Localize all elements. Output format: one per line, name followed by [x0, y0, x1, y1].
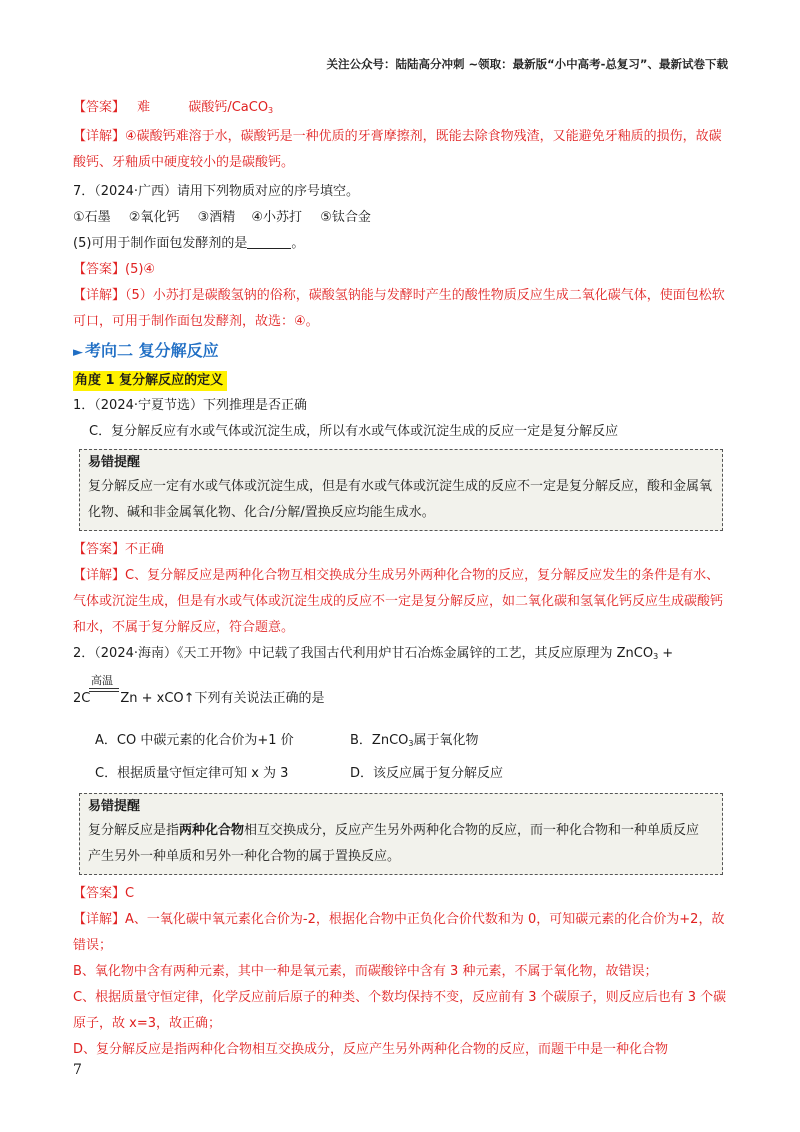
question-7-answer: [73, 257, 727, 283]
choice-3: ③酒精: [197, 210, 236, 225]
question-2-detail-a: [73, 907, 727, 959]
question-1-item: C．复分解反应有水或气体或沉淀生成，所以有水或气体或沉淀生成的反应一定是复分解反应: [89, 424, 619, 439]
answer-label: 【答案】: [73, 262, 126, 277]
section-title: 考向二 复分解反应: [85, 341, 219, 360]
mistake-reminder-title: 易错提醒: [88, 455, 141, 470]
answer-label: 【答案】: [73, 542, 126, 557]
reaction-formula: [73, 672, 727, 714]
question-2-detail-b: B、氧化物中含有两种元素，其中一种是氧元素，而碳酸锌中含有 3 种元素，不属于氧化物，故错误；: [73, 964, 658, 979]
answer-blank: [247, 234, 291, 249]
option-a: A．CO 中碳元素的化合价为+1 价: [95, 733, 294, 748]
question-1-stem: 1．（2024·宁夏节选）下列推理是否正确: [73, 398, 307, 413]
answer-value-b: 碳酸钙/CaCO$_3$: [188, 100, 274, 115]
detail-text: （5）小苏打是碳酸氢钠的俗称，碳酸氢钠能与发酵时产生的酸性物质反应生成二氧化碳气体，使面包松软可口，可用于制作面包发酵剂，故选：④。: [73, 288, 725, 329]
angle-label: 角度 1 复分解反应的定义: [73, 371, 227, 391]
mistake-reminder-box: [79, 449, 723, 531]
emphasis-text: 两种化合物: [179, 823, 245, 838]
page-number: 7: [73, 1062, 82, 1078]
option-c: C．根据质量守恒定律可知 x 为 3: [95, 766, 289, 781]
question-2-detail-c: C、根据质量守恒定律，化学反应前后原子的种类、个数均保持不变，反应前有 3 个碳原子，则反应后也有 3 个碳原子，故 x=3，故正确；: [73, 990, 727, 1031]
question-7-sub: (5)可用于制作面包发酵剂的是 。: [73, 236, 305, 251]
choice-5: ⑤钛合金: [320, 210, 371, 225]
question-7-detail: [73, 283, 727, 335]
mistake-reminder-text: 复分解反应一定有水或气体或沉淀生成，但是有水或气体或沉淀生成的反应不一定是复分解反应，酸和金属氧化物、碱和非金属氧化物、化合/分解/置换反应均能生成水。: [88, 479, 713, 520]
detail-label: 【详解】: [73, 568, 126, 583]
detail-label: 【详解】: [73, 288, 126, 303]
formula-left: 2C: [73, 691, 91, 706]
mistake-reminder-title: 易错提醒: [88, 799, 141, 814]
section-heading: [73, 337, 727, 367]
question-1-answer: [73, 537, 727, 563]
answer-value-a: 难: [137, 100, 151, 115]
question-2-stem: 2．（2024·海南）《天工开物》中记载了我国古代利用炉甘石冶炼金属锌的工艺，其反应原理为 ZnCO$_3$ +: [73, 646, 674, 661]
mistake-reminder-box-2: [79, 793, 723, 875]
option-b: B．ZnCO3属于氧化物: [350, 733, 479, 748]
triangle-marker-icon: ►: [73, 345, 83, 360]
choice-1: ①石墨: [73, 210, 111, 225]
answer-value: C: [125, 886, 135, 901]
formula-row: [73, 686, 325, 712]
detail-label: 【详解】: [73, 912, 126, 927]
detail-label: 【详解】: [73, 129, 126, 144]
question-7-stem: 7．（2024·广西）请用下列物质对应的序号填空。: [73, 184, 359, 199]
page-content: [73, 95, 727, 1063]
question-2-answer: [73, 881, 727, 907]
option-d: D．该反应属于复分解反应: [350, 766, 504, 781]
choice-4: ④小苏打: [251, 210, 303, 225]
question-2-detail-d: D、复分解反应是指两种化合物相互交换成分，反应产生另外两种化合物的反应，而题干中是一种化合物: [73, 1042, 669, 1057]
answer-value: (5)④: [125, 262, 156, 277]
angle-row: [73, 369, 727, 391]
answer-label: 【答案】: [73, 100, 126, 115]
answer-label: 【答案】: [73, 886, 126, 901]
answer-line-prev: [73, 95, 727, 124]
options-row-2: [95, 759, 727, 789]
detail-text: C、复分解反应是两种化合物互相交换成分生成另外两种化合物的反应，复分解反应发生的条件是有水、气体或沉淀生成，但是有水或气体或沉淀生成的反应不一定是复分解反应，如二氧化碳和氢氧化钙反应生成碳酸钙和水，不属于复分解反应，符合题意。: [73, 568, 724, 635]
formula-right: Zn + xCO↑下列有关说法正确的是: [120, 691, 325, 706]
answer-value: 不正确: [125, 542, 165, 557]
mistake-reminder-text: 复分解反应是指两种化合物相互交换成分，反应产生另外两种化合物的反应，而一种化合物和一种单质反应产生另外一种单质和另外一种化合物的属于置换反应。: [88, 823, 700, 864]
question-7-choices: [73, 205, 727, 231]
options-row-1: [95, 726, 727, 759]
detail-prev: [73, 124, 727, 176]
reaction-condition: 高温: [91, 674, 113, 687]
detail-text-a: A、一氧化碳中氧元素化合价为-2，根据化合物中正负化合价代数和为 0，可知碳元素的化合价为+2，故错误；: [73, 912, 725, 953]
choice-2: ②氧化钙: [128, 210, 180, 225]
options-list: [95, 726, 727, 789]
question-1-detail: [73, 563, 727, 641]
detail-text: ④碳酸钙难溶于水，碳酸钙是一种优质的牙膏摩擦剂，既能去除食物残渣，又能避免牙釉质的损伤，故碳酸钙、牙釉质中硬度较小的是碳酸钙。: [73, 129, 722, 170]
page-header: 关注公众号：陆陆高分冲刺 ~领取：最新版“小中高考-总复习”、最新试卷下载: [326, 57, 728, 71]
